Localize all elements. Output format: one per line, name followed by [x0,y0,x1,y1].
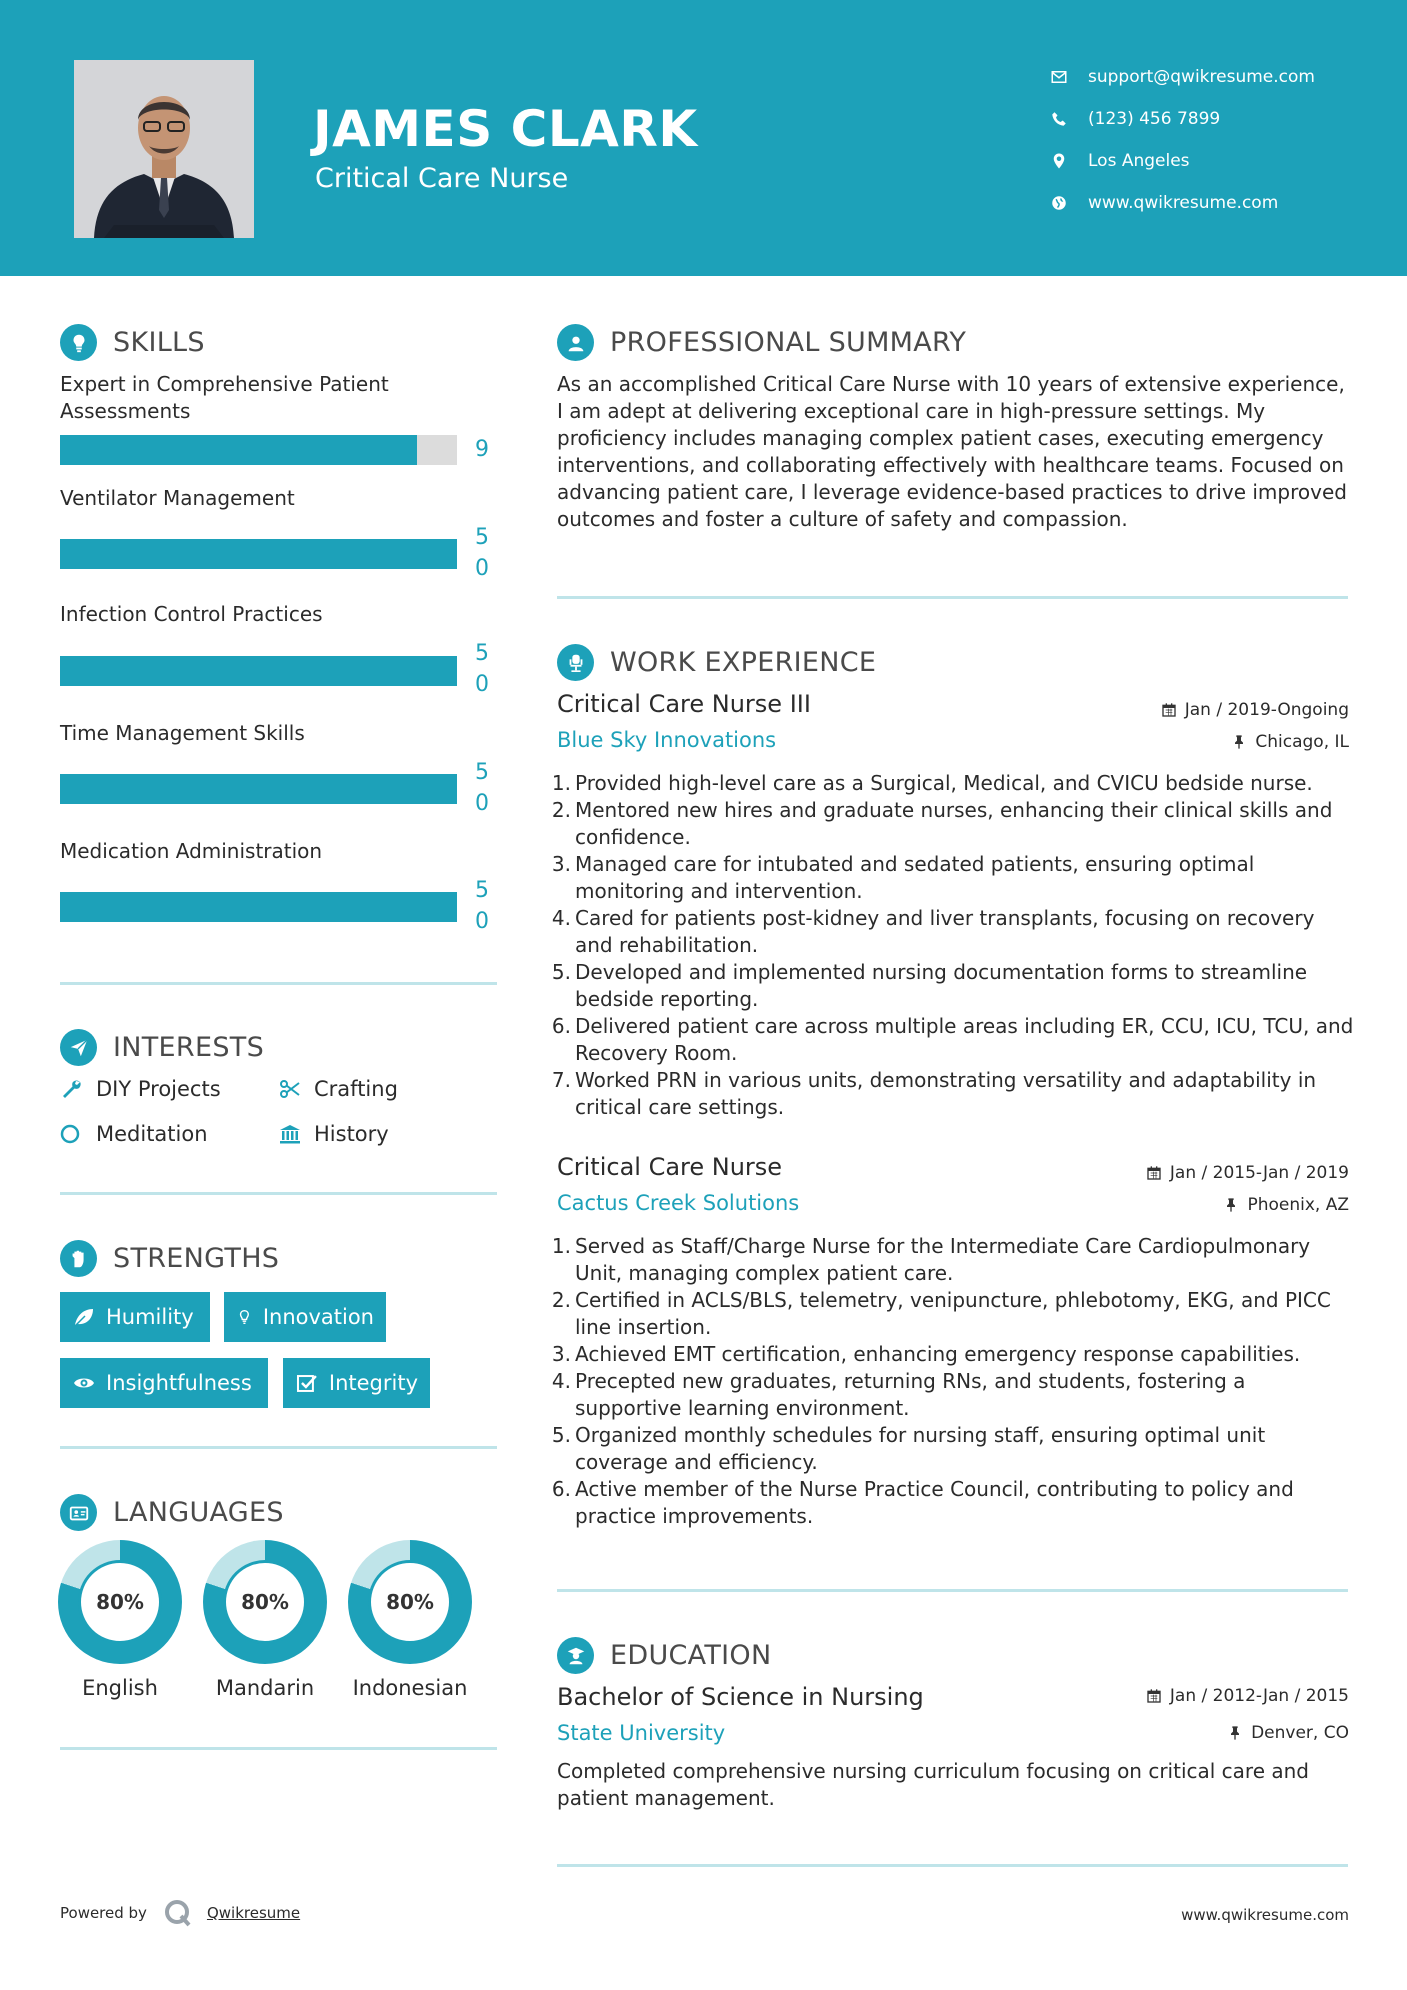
skill-item [60,838,500,934]
id-card-icon [68,1502,90,1524]
duty-item: 4. Cared for patients post-kidney and liver transplants, focusing on recovery and rehabilitation. [551,906,1315,957]
job-dates [1146,1163,1349,1183]
interest-label: Crafting [314,1077,398,1101]
skill-rating: 9 [475,437,489,462]
skill-rating-line2: 0 [475,791,489,816]
skill-bar [60,892,457,922]
pushpin-icon [1227,1725,1243,1741]
section-divider [557,596,1348,599]
duty-text: Provided high-level care as a Surgical, Medical, and CVICU bedside nurse. [575,771,1313,795]
resume-header [0,0,1407,276]
graduate-badge [557,1637,594,1674]
check-square-icon [295,1371,319,1395]
circle-icon [60,1122,84,1146]
duty-item: 3. Managed care for intubated and sedated patients, ensuring optimal monitoring and intervention. [551,852,1255,903]
interest-label: DIY Projects [96,1077,221,1101]
summary-heading [557,324,966,361]
skill-rating: 5 [475,878,489,903]
strengths-title: STRENGTHS [113,1243,280,1274]
language-ring [348,1540,472,1664]
duty-item: 2. Certified in ACLS/BLS, telemetry, venipuncture, phlebotomy, EKG, and PICC line insertion. [551,1288,1331,1339]
calendar-icon [1146,1165,1162,1181]
envelope-icon [1050,68,1068,86]
qwikresume-link[interactable]: Qwikresume [206,1904,301,1922]
strength-tag [60,1292,210,1342]
job-dates-text: Jan / 2019-Ongoing [1184,700,1349,720]
strength-label: Humility [106,1305,194,1329]
duty-item: 5. Developed and implemented nursing documentation forms to streamline bedside reporting. [551,960,1308,1011]
interests-heading [60,1029,264,1066]
company-name: Blue Sky Innovations [557,728,777,752]
skill-item [60,601,500,697]
education-heading [557,1637,771,1674]
paper-plane-icon [68,1037,90,1059]
education-location [1227,1723,1349,1743]
language-percent: 80% [368,1560,452,1644]
skill-rating: 5 [475,525,489,550]
interest-item [60,1122,208,1146]
school-name: State University [557,1721,726,1745]
skill-bar-fill [60,892,457,922]
skill-bar-fill [60,774,457,804]
id-card-badge [60,1494,97,1531]
duty-item: 1. Provided high-level care as a Surgical, Medical, and CVICU bedside nurse. [551,771,1313,795]
job-location-text: Phoenix, AZ [1247,1195,1349,1215]
chair-icon [565,652,587,674]
language-percent: 80% [223,1560,307,1644]
calendar-icon [1161,702,1177,718]
skill-rating-line2: 0 [475,672,489,697]
job-dates [1161,700,1349,720]
summary-title: PROFESSIONAL SUMMARY [610,327,967,358]
contact-phone[interactable] [1050,98,1315,140]
strength-label: Innovation [262,1305,374,1329]
interest-item [278,1122,389,1146]
language-name: Mandarin [215,1676,315,1700]
education-description: Completed comprehensive nursing curriculum focusing on critical care and patient management. [557,1759,1310,1810]
pushpin-icon [1231,734,1247,750]
contact-website[interactable] [1050,182,1315,224]
duty-text: Certified in ACLS/BLS, telemetry, venipuncture, phlebotomy, EKG, and PICC line insertion. [575,1288,1331,1339]
language-name: English [82,1676,158,1700]
interest-label: History [314,1122,389,1146]
experience-heading [557,644,876,681]
skill-label: Infection Control Practices [60,602,323,626]
degree-title: Bachelor of Science in Nursing [557,1683,924,1711]
hand-icon [68,1248,90,1270]
skill-bar [60,774,457,804]
duty-item: 5. Organized monthly schedules for nursing staff, ensuring optimal unit coverage and efficiency. [551,1423,1266,1474]
languages-heading [60,1494,284,1531]
duty-item: 7. Worked PRN in various units, demonstrating versatility and adaptability in critical care settings. [551,1068,1317,1119]
interest-label: Meditation [96,1122,208,1146]
qwikresume-logo-icon [163,1898,193,1928]
duty-item: 6. Delivered patient care across multiple areas including ER, CCU, ICU, TCU, and Recovery Room. [551,1014,1354,1065]
duty-text: Active member of the Nurse Practice Council, contributing to policy and practice improvements. [575,1477,1294,1528]
skill-label: Ventilator Management [60,486,295,510]
interests-title: INTERESTS [113,1032,265,1063]
location-pin-icon [1050,152,1068,170]
duty-item: 6. Active member of the Nurse Practice Council, contributing to policy and practice improvements. [551,1477,1294,1528]
duty-text: Mentored new hires and graduate nurses, enhancing their clinical skills and confidence. [575,798,1333,849]
section-divider [60,1192,497,1195]
language-name: Indonesian [352,1676,468,1700]
chair-badge [557,644,594,681]
education-dates [1146,1686,1349,1706]
strength-label: Integrity [328,1371,418,1395]
skill-rating: 5 [475,760,489,785]
duty-text: Cared for patients post-kidney and liver transplants, focusing on recovery and rehabilitation. [575,906,1315,957]
duty-text: Organized monthly schedules for nursing staff, ensuring optimal unit coverage and efficiency. [575,1423,1266,1474]
job-location [1223,1195,1349,1215]
candidate-title: Critical Care Nurse [315,163,569,194]
footer-site-link[interactable]: www.qwikresume.com [1181,1906,1349,1924]
strength-tag [283,1358,430,1408]
profile-photo [74,60,254,238]
footer-powered-by [60,1898,300,1928]
calendar-icon [1146,1688,1162,1704]
paper-plane-badge [60,1029,97,1066]
powered-by-text: Powered by [60,1904,147,1922]
skill-bar-fill [60,656,457,686]
language-ring [203,1540,327,1664]
job-location [1231,732,1349,752]
scissors-icon [278,1077,302,1101]
skill-label: Medication Administration [60,839,323,863]
leaf-icon [72,1305,96,1329]
section-divider [60,982,497,985]
strength-tag [224,1292,386,1342]
skill-bar [60,656,457,686]
strength-tag [60,1358,268,1408]
skill-item [60,371,500,462]
strengths-heading [60,1240,279,1277]
skill-item [60,485,500,581]
language-item [348,1540,472,1700]
language-ring [58,1540,182,1664]
contact-location [1050,140,1315,182]
duty-text: Managed care for intubated and sedated patients, ensuring optimal monitoring and intervention. [575,852,1255,903]
contact-phone-text: (123) 456 7899 [1088,109,1221,129]
globe-icon [1050,194,1068,212]
interest-item [60,1077,221,1101]
phone-icon [1050,110,1068,128]
skill-bar [60,539,457,569]
skills-heading [60,324,205,361]
job-dates-text: Jan / 2015-Jan / 2019 [1169,1163,1349,1183]
skill-rating: 5 [475,641,489,666]
job-title: Critical Care Nurse [557,1153,783,1181]
lightbulb-icon [236,1305,253,1329]
job-location-text: Chicago, IL [1255,732,1349,752]
duty-item: 4. Precepted new graduates, returning RNs, and students, fostering a supportive learning environment. [551,1369,1246,1420]
graduate-icon [565,1645,587,1667]
section-divider [557,1864,1348,1867]
duty-text: Delivered patient care across multiple areas including ER, CCU, ICU, TCU, and Recovery Room. [575,1014,1354,1065]
skill-item [60,720,500,816]
section-divider [60,1446,497,1449]
skill-bar-fill [60,435,417,465]
education-dates-text: Jan / 2012-Jan / 2015 [1169,1686,1349,1706]
contact-location-text: Los Angeles [1088,151,1190,171]
candidate-name: JAMES CLARK [313,100,698,158]
job-duties [551,770,1357,1121]
job-duties [551,1233,1357,1530]
education-title: EDUCATION [610,1640,772,1671]
education-location-text: Denver, CO [1251,1723,1349,1743]
eye-icon [72,1371,96,1395]
summary-text: As an accomplished Critical Care Nurse with 10 years of extensive experience, I am adept at delivering exceptional care in high-pressure settings. My proficiency includes managing complex patient cases, executing emergency interventions, and collaborating effectively with healthcare teams. Focused on advancing patient care, I leverage evidence-based practices to drive improved outcomes and foster a culture of safety and compassion. [557,372,1347,531]
section-divider [60,1747,497,1750]
wrench-icon [60,1077,84,1101]
contact-website-text: www.qwikresume.com [1088,193,1279,213]
interest-item [278,1077,398,1101]
duty-text: Developed and implemented nursing documentation forms to streamline bedside reporting. [575,960,1308,1011]
duty-item: 2. Mentored new hires and graduate nurses, enhancing their clinical skills and confidence. [551,798,1333,849]
language-item [58,1540,182,1700]
skill-label: Time Management Skills [60,721,305,745]
job-title: Critical Care Nurse III [557,690,811,718]
duty-item: 1. Served as Staff/Charge Nurse for the Intermediate Care Cardiopulmonary Unit, managing complex patient care. [551,1234,1311,1285]
user-badge [557,324,594,361]
languages-title: LANGUAGES [113,1497,284,1528]
duty-item: 3. Achieved EMT certification, enhancing emergency response capabilities. [551,1342,1301,1366]
lightbulb-badge [60,324,97,361]
duty-text: Precepted new graduates, returning RNs, and students, fostering a supportive learning environment. [575,1369,1246,1420]
contact-email-text: support@qwikresume.com [1088,67,1315,87]
pushpin-icon [1223,1197,1239,1213]
skills-title: SKILLS [113,327,205,358]
company-name: Cactus Creek Solutions [557,1191,800,1215]
language-item [203,1540,327,1700]
duty-text: Served as Staff/Charge Nurse for the Intermediate Care Cardiopulmonary Unit, managing complex patient care. [575,1234,1311,1285]
hand-badge [60,1240,97,1277]
strength-label: Insightfulness [106,1371,252,1395]
contact-list [1050,56,1315,224]
language-percent: 80% [78,1560,162,1644]
user-icon [565,332,587,354]
duty-text: Achieved EMT certification, enhancing emergency response capabilities. [575,1342,1301,1366]
contact-email[interactable] [1050,56,1315,98]
skill-bar [60,435,457,465]
experience-title: WORK EXPERIENCE [610,647,877,678]
skill-bar-fill [60,539,457,569]
lightbulb-icon [68,332,90,354]
skill-rating-line2: 0 [475,909,489,934]
museum-icon [278,1122,302,1146]
section-divider [557,1589,1348,1592]
skill-label: Expert in Comprehensive Patient Assessments [60,372,389,423]
duty-text: Worked PRN in various units, demonstrating versatility and adaptability in critical care settings. [575,1068,1317,1119]
skill-rating-line2: 0 [475,556,489,581]
